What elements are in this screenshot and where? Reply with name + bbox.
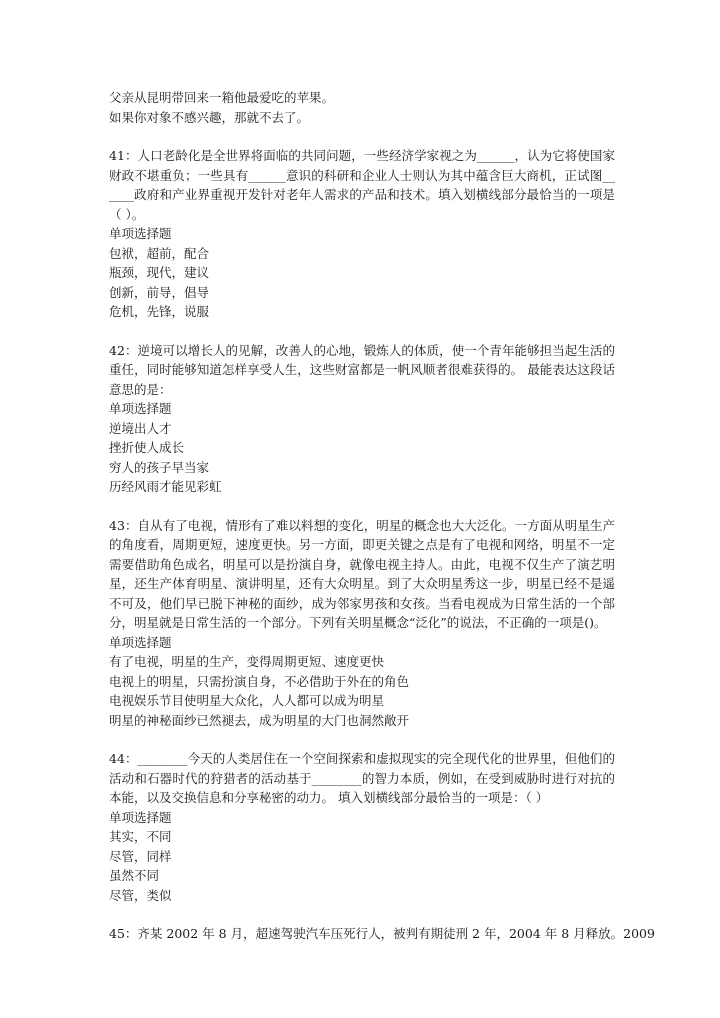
option-item[interactable]: 明星的神秘面纱已然褪去，成为明星的大门也洞然敞开 [109, 712, 410, 728]
question-45 [109, 924, 655, 944]
question-stem: 44：________今天的人类居住在一个空间探索和虚拟现实的完全现代化的世界里，但他们的活动和石器时代的狩猎者的活动基于________的智力本质，例如，在受到威胁时进行对抗的本能，以及交换信息和分享秘密的动力。 填入划横线部分最恰当的一项是：（ ） [109, 751, 615, 805]
spacer [109, 322, 615, 341]
option-item[interactable]: 危机，先锋，说服 [109, 304, 210, 319]
intro-line: 如果你对象不感兴趣，那就不去了。 [109, 109, 310, 125]
option-item[interactable]: 电视上的明星，只需扮演自身，不必借助于外在的角色 [109, 673, 410, 689]
question-type: 单项选择题 [109, 226, 172, 241]
question-44 [109, 749, 615, 905]
question-43 [109, 516, 615, 731]
option-item[interactable]: 穷人的孩子早当家 [109, 459, 210, 475]
spacer [109, 730, 615, 749]
question-42 [109, 341, 615, 497]
question-stem: 41：人口老龄化是全世界将面临的共同问题，一些经济学家视之为______，认为它将使国家财政不堪重负；一些具有______意识的科研和企业人士则认为其中蕴含巨大商机，正试图______政府和产业界重视开发针对老年人需求的产品和技术。填入划横线部分最恰当的一项是（ ）。 [109, 148, 615, 222]
option-item[interactable]: 电视娱乐节目使明星大众化，人人都可以成为明星 [109, 693, 385, 708]
option-list [109, 419, 615, 497]
option-item[interactable]: 有了电视，明星的生产，变得周期更短、速度更快 [109, 654, 385, 669]
option-item[interactable]: 逆境出人才 [109, 420, 172, 436]
option-item[interactable]: 挫折使人成长 [109, 440, 185, 455]
option-item[interactable]: 尽管，同样 [109, 848, 172, 864]
question-stem: 42：逆境可以增长人的见解，改善人的心地，锻炼人的体质，使一个青年能够担当起生活的重任，同时能够知道怎样享受人生，这些财富都是一帆风顺者很难获得的。 最能表达这段话意思的是： [109, 342, 615, 397]
option-list [109, 652, 615, 730]
option-item[interactable]: 虽然不同 [109, 868, 160, 883]
spacer [109, 497, 615, 516]
option-item[interactable]: 包袱，超前，配合 [109, 245, 210, 261]
spacer [109, 127, 615, 146]
spacer [109, 905, 615, 924]
question-type: 单项选择题 [109, 401, 172, 416]
intro-block [109, 88, 615, 127]
question-stem: 45：齐某 2002 年 8 月，超速驾驶汽车压死行人，被判有期徒刑 2 年，2004 年 8 月释放。2009 [109, 926, 655, 941]
question-type: 单项选择题 [109, 634, 172, 650]
option-item[interactable]: 瓶颈，现代，建议 [109, 265, 210, 280]
question-stem: 43：自从有了电视，情形有了难以料想的变化，明星的概念也大大泛化。一方面从明星生产的角度看，周期更短，速度更快。另一方面，即更关键之点是有了电视和网络，明星不一定需要借助角色成名，明星可以是扮演自身，就像电视主持人。由此，电视不仅生产了演艺明星，还生产体育明星、演讲明星，还有大众明星。到了大众明星秀这一步，明星已经不是遥不可及，他们早已脱下神秘的面纱，成为邻家男孩和女孩。当看电视成为日常生活的一个部分，明星就是日常生活的一个部分。下列有关明星概念“泛化”的说法，不正确的一项是()。 [109, 517, 615, 630]
option-list [109, 244, 615, 322]
question-type: 单项选择题 [109, 809, 172, 825]
question-41 [109, 146, 615, 322]
option-item[interactable]: 尽管，类似 [109, 887, 172, 903]
intro-line: 父亲从昆明带回来一箱他最爱吃的苹果。 [109, 90, 335, 105]
document-page [109, 88, 655, 944]
option-item[interactable]: 其实，不同 [109, 829, 172, 844]
option-list [109, 827, 615, 905]
option-item[interactable]: 创新，前导，倡导 [109, 284, 210, 300]
option-item[interactable]: 历经风雨才能见彩虹 [109, 479, 222, 494]
